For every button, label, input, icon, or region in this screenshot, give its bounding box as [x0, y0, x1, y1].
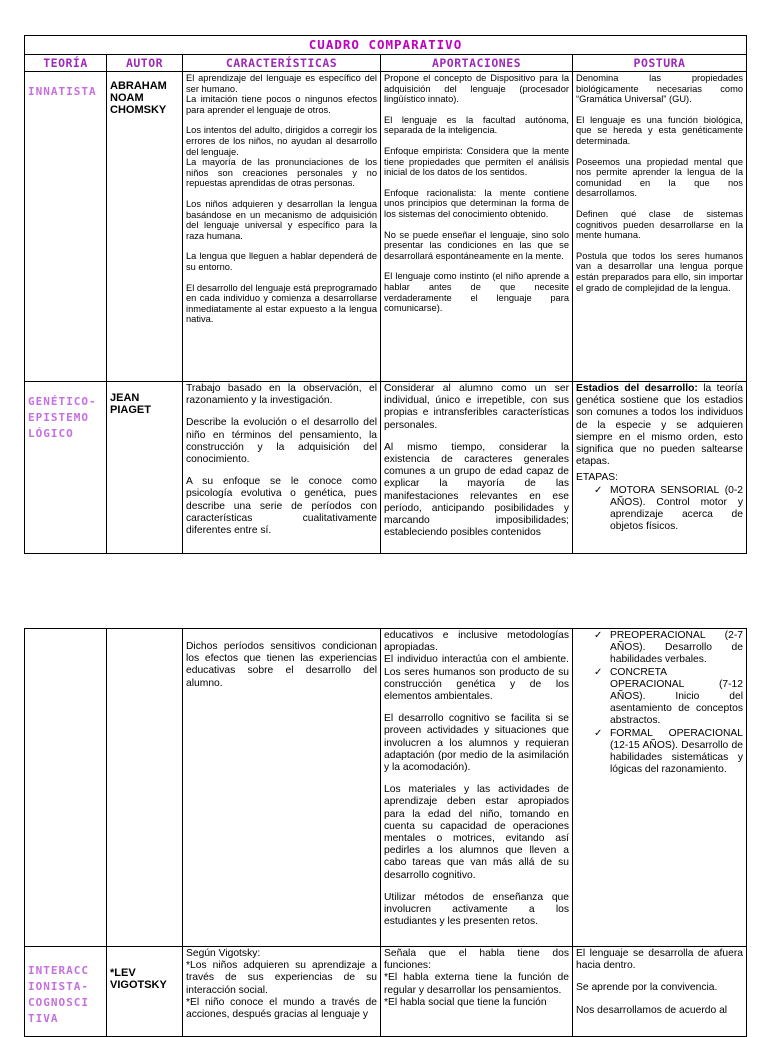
text-paragraph: No se puede enseñar el lenguaje, sino solo presentar las condiciones en las que se desarrollará espontáneamente en la mente.: [384, 229, 569, 261]
text-paragraph: Poseemos una propiedad mental que nos permite aprender la lengua de la comunidad en la que nos desarrollamos.: [576, 156, 744, 199]
text-paragraph: Denomina las propiedades biológicamente necesarias como “Gramática Universal” (GU).: [576, 73, 744, 105]
text-paragraph: El lenguaje es una función biológica, que se hereda y esta genéticamente determinada.: [576, 114, 744, 146]
list-item: ✓ MOTORA SENSORIAL (0-2 AÑOS). Control motor y aprendizaje acerca de objetos físicos.: [594, 484, 744, 533]
caracteristicas-vigotsky: [183, 947, 381, 1037]
text-paragraph: *El habla externa tiene la función de regular y desarrollar los pensamientos.: [384, 972, 569, 996]
theory-genetico: GENÉTICO-EPISTEMO LÓGICO: [25, 382, 107, 554]
etapas-list: [576, 485, 743, 534]
list-item: ✓ FORMAL OPERACIONAL (12-15 AÑOS). Desarrollo de habilidades sistemáticas y lógicas del razonamiento.: [594, 727, 743, 776]
text-paragraph: Utilizar métodos de enseñanza que involucren activamente a los estudiantes y les presenten retos.: [384, 891, 569, 928]
header-teoria: TEORÍA: [25, 55, 107, 72]
text-paragraph: Enfoque empirista: Considera que la mente tiene propiedades que permiten el análisis inicial de los datos de los sentidos.: [384, 145, 569, 178]
text-paragraph: Según Vigotsky:: [186, 948, 261, 959]
table-row-piaget: [25, 382, 747, 554]
aportaciones-piaget: [381, 382, 573, 554]
text-paragraph: Los niños adquieren y desarrollan la lengua basándose en un mecanismo de adquisición del lenguaje universal y específico para la raza humana.: [186, 198, 377, 241]
postura-bold-label: Estadios del desarrollo:: [576, 383, 698, 394]
theory-innatista: INNATISTA: [25, 72, 107, 382]
text-paragraph: La mayoría de las pronunciaciones de los niños son creaciones personales y no repuestas aprendidas de otras personas.: [186, 157, 377, 189]
author-piaget: JEAN PIAGET: [107, 382, 183, 554]
caracteristicas-innatista: [183, 72, 381, 382]
aportaciones-vigotsky: [381, 947, 573, 1037]
text-paragraph: Los intentos del adulto, dirigidos a corregir los errores de los niños, no ayudan al desarrollo del lenguaje.: [186, 125, 377, 157]
author-empty: [107, 629, 183, 947]
text-paragraph: El lenguaje como instinto (el niño aprende a hablar antes de que necesite verdaderamente el lenguaje para comunicarse).: [384, 271, 569, 314]
text-paragraph: Al mismo tiempo, considerar la existencia de caracteres generales comunes a un grupo de edad capaz de explicar la mayoría de las manifestaciones relevantes en ese período, anticipando posibilidades y marcando imposibilidades; estableciendo posibles contenidos: [384, 441, 569, 539]
text-paragraph: Propone el concepto de Dispositivo para la adquisición del lenguaje (procesador lingüístico innato).: [384, 73, 569, 105]
text-paragraph: Describe la evolución o el desarrollo del niño en términos del pensamiento, la construcción y la adquisición del conocimiento.: [186, 417, 377, 466]
text-paragraph: El desarrollo del lenguaje está preprogramado en cada individuo y comienza a desarrollarse inmediatamente al estar expuesto a la lengua nativa.: [186, 282, 377, 325]
header-aportaciones: APORTACIONES: [381, 55, 573, 72]
text-paragraph: El individuo interactúa con el ambiente. Los seres humanos son producto de su construcción genética y de los elementos ambientales.: [384, 654, 569, 703]
caracteristicas-piaget: [183, 382, 381, 554]
text-paragraph: Se aprende por la convivencia.: [576, 982, 718, 994]
text-paragraph: La lengua que lleguen a hablar dependerá de su entorno.: [186, 251, 377, 272]
aportaciones-innatista: [381, 72, 573, 382]
text-paragraph: Señala que el habla tiene dos funciones:: [384, 948, 569, 972]
caracteristicas-piaget-cont: [183, 629, 381, 947]
text-paragraph: El lenguaje es la facultad autónoma, separada de la inteligencia.: [384, 114, 569, 136]
text-paragraph: El lenguaje se desarrolla de afuera hacia dentro.: [576, 948, 743, 972]
theory-empty: [25, 629, 107, 947]
text-paragraph: *El habla social que tiene la función: [384, 996, 547, 1008]
text-paragraph: A su enfoque se le conoce como psicología evolutiva o genética, pues describe una serie de períodos con características cualitativamente diferentes entre sí.: [186, 476, 377, 537]
header-postura: POSTURA: [573, 55, 747, 72]
comparative-table-bottom: [24, 628, 746, 1037]
aportaciones-piaget-cont: [381, 629, 573, 947]
text-paragraph: Postula que todos los seres humanos van a desarrollar una lengua porque están preparados para ello, sin importar el grado de complejidad de la lengua.: [576, 250, 744, 293]
etapas-list-cont: [576, 630, 743, 776]
checkmark-icon: ✓: [594, 727, 603, 739]
theory-interaccionista: INTERACC IONISTA-COGNOSCI TIVA: [25, 947, 107, 1037]
table-row-vigotsky: [25, 947, 747, 1037]
text-paragraph: *El niño conoce el mundo a través de acciones, después gracias al lenguaje y: [186, 996, 377, 1021]
etapas-label: ETAPAS:: [576, 472, 618, 484]
postura-innatista: [573, 72, 747, 382]
header-caracteristicas: CARACTERÍSTICAS: [183, 55, 381, 72]
postura-intro: la teoría genética sostiene que los estadios son comunes a todos los individuos de la especie y se adquieren siempre en el mismo orden, esto significa que no pueden saltearse etapas.: [576, 383, 744, 468]
text-paragraph: El aprendizaje del lenguaje es específico del ser humano.: [186, 73, 377, 94]
text-paragraph: El desarrollo cognitivo se facilita si se proveen actividades y situaciones que involucren a los alumnos y requieran adaptación (por medio de la asimilación y la acomodación).: [384, 713, 569, 774]
list-item: ✓ CONCRETA OPERACIONAL (7-12 AÑOS). Inicio del asentamiento de conceptos abstractos.: [594, 666, 743, 727]
author-vigotsky: *LEV VIGOTSKY: [107, 947, 183, 1037]
checkmark-icon: ✓: [594, 630, 603, 641]
table-row-innatista: [25, 72, 747, 382]
text-paragraph: Nos desarrollamos de acuerdo al: [576, 1004, 728, 1016]
text-paragraph: Definen qué clase de sistemas cognitivos pueden desarrollarse en la mente humana.: [576, 208, 744, 241]
header-autor: AUTOR: [107, 55, 183, 72]
table-title: CUADRO COMPARATIVO: [25, 36, 747, 55]
text-paragraph: La imitación tiene pocos o ningunos efectos para aprender el lenguaje de otros.: [186, 94, 377, 115]
checkmark-icon: ✓: [594, 484, 603, 496]
list-item: ✓ PREOPERACIONAL (2-7 AÑOS). Desarrollo de habilidades verbales.: [594, 630, 743, 666]
text-paragraph: Enfoque racionalista: la mente contiene unos principios que determinan la forma de los sistemas del conocimiento obtenido.: [384, 187, 569, 219]
author-chomsky: ABRAHAM NOAM CHOMSKY: [107, 72, 183, 382]
checkmark-icon: ✓: [594, 666, 603, 678]
text-paragraph: Trabajo basado en la observación, el razonamiento y la investigación.: [186, 383, 377, 407]
text-paragraph: *Los niños adquieren su aprendizaje a través de sus experiencias de su interacción social.: [186, 960, 377, 996]
table-row-piaget-continued: [25, 629, 747, 947]
postura-piaget-cont: [573, 629, 747, 947]
text-paragraph: educativos e inclusive metodologías apropiadas.: [384, 630, 569, 654]
postura-vigotsky: [573, 947, 747, 1037]
text-paragraph: Dichos períodos sensitivos condicionan los efectos que tienen las experiencias educativas sobre el desarrollo del alumno.: [186, 641, 377, 689]
postura-piaget: [573, 382, 747, 554]
comparative-table-top: [24, 35, 746, 554]
text-paragraph: Los materiales y las actividades de aprendizaje deben estar apropiados para la edad del niño, tomando en cuenta su capacidad de operaciones mentales o motrices, evitando así pedirles a los alumnos que lleven a cabo tareas que van más allá de su desarrollo cognitivo.: [384, 784, 569, 881]
text-paragraph: Considerar al alumno como un ser individual, único e irrepetible, con sus propias e intransferibles características personales.: [384, 383, 569, 431]
